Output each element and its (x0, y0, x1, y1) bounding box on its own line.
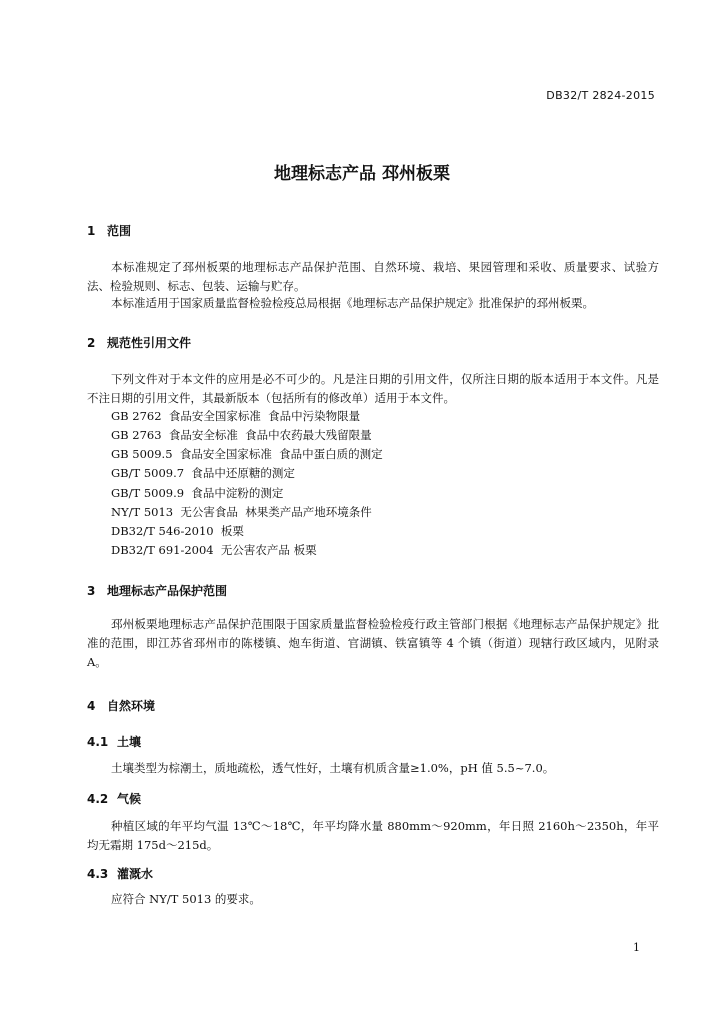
reference-item: DB32/T 546-2010 板栗 (111, 524, 244, 538)
section-1-paragraph-1: 本标准规定了邳州板栗的地理标志产品保护范围、自然环境、栽培、果园管理和采收、质量要求、试验方法、检验规则、标志、包装、运输与贮存。 (87, 260, 659, 293)
section-1-title: 范围 (107, 224, 132, 238)
section-4-1-heading (87, 733, 141, 750)
section-4-heading (87, 697, 155, 714)
section-2-number: 2 (87, 336, 96, 350)
section-4-title: 自然环境 (107, 699, 156, 713)
document-title: 地理标志产品 邳州板栗 (274, 164, 450, 184)
reference-item: GB/T 5009.7 食品中还原糖的测定 (111, 466, 295, 480)
section-4-3-title: 灌溉水 (117, 867, 154, 881)
reference-item: DB32/T 691-2004 无公害农产品 板栗 (111, 543, 317, 557)
section-4-1-title: 土壤 (117, 735, 142, 749)
section-4-1-number: 4.1 (87, 735, 109, 749)
section-1-number: 1 (87, 224, 96, 238)
section-3-heading (87, 582, 227, 599)
reference-item: GB/T 5009.9 食品中淀粉的测定 (111, 486, 284, 500)
reference-item: GB 2763 食品安全标准 食品中农药最大残留限量 (111, 428, 372, 442)
section-4-2-title: 气候 (117, 792, 142, 806)
section-4-3-heading (87, 865, 153, 882)
section-1-heading (87, 222, 131, 239)
reference-item: NY/T 5013 无公害食品 林果类产品产地环境条件 (111, 505, 372, 519)
section-4-3-number: 4.3 (87, 867, 109, 881)
section-2-title: 规范性引用文件 (107, 336, 192, 350)
section-2-heading (87, 334, 191, 351)
document-number: DB32/T 2824-2015 (546, 89, 655, 102)
section-1-paragraph-2: 本标准适用于国家质量监督检验检疫总局根据《地理标志产品保护规定》批准保护的邳州板栗。 (111, 296, 594, 310)
section-3-number: 3 (87, 584, 96, 598)
section-4-2-heading (87, 790, 141, 807)
page-number: 1 (633, 941, 640, 954)
reference-item: GB 5009.5 食品安全国家标准 食品中蛋白质的测定 (111, 447, 383, 461)
section-2-intro: 下列文件对于本文件的应用是必不可少的。凡是注日期的引用文件，仅所注日期的版本适用于本文件。凡是不注日期的引用文件，其最新版本（包括所有的修改单）适用于本文件。 (87, 372, 659, 405)
section-3-paragraph: 邳州板栗地理标志产品保护范围限于国家质量监督检验检疫行政主管部门根据《地理标志产品保护规定》批准的范围，即江苏省邳州市的陈楼镇、炮车街道、官湖镇、铁富镇等 4 个镇（街道）现辖行政区域内，见附录 A。 (87, 617, 659, 669)
section-4-2-paragraph: 种植区域的年平均气温 13℃～18℃，年平均降水量 880mm～920mm，年日照 2160h～2350h，年平均无霜期 175d～215d。 (87, 819, 659, 852)
section-4-number: 4 (87, 699, 96, 713)
section-4-3-paragraph: 应符合 NY/T 5013 的要求。 (111, 892, 261, 906)
section-3-title: 地理标志产品保护范围 (107, 584, 228, 598)
section-4-1-paragraph: 土壤类型为棕潮土，质地疏松，透气性好，土壤有机质含量≥1.0%，pH 值 5.5~7.0。 (111, 761, 555, 775)
section-4-2-number: 4.2 (87, 792, 109, 806)
reference-item: GB 2762 食品安全国家标准 食品中污染物限量 (111, 409, 361, 423)
